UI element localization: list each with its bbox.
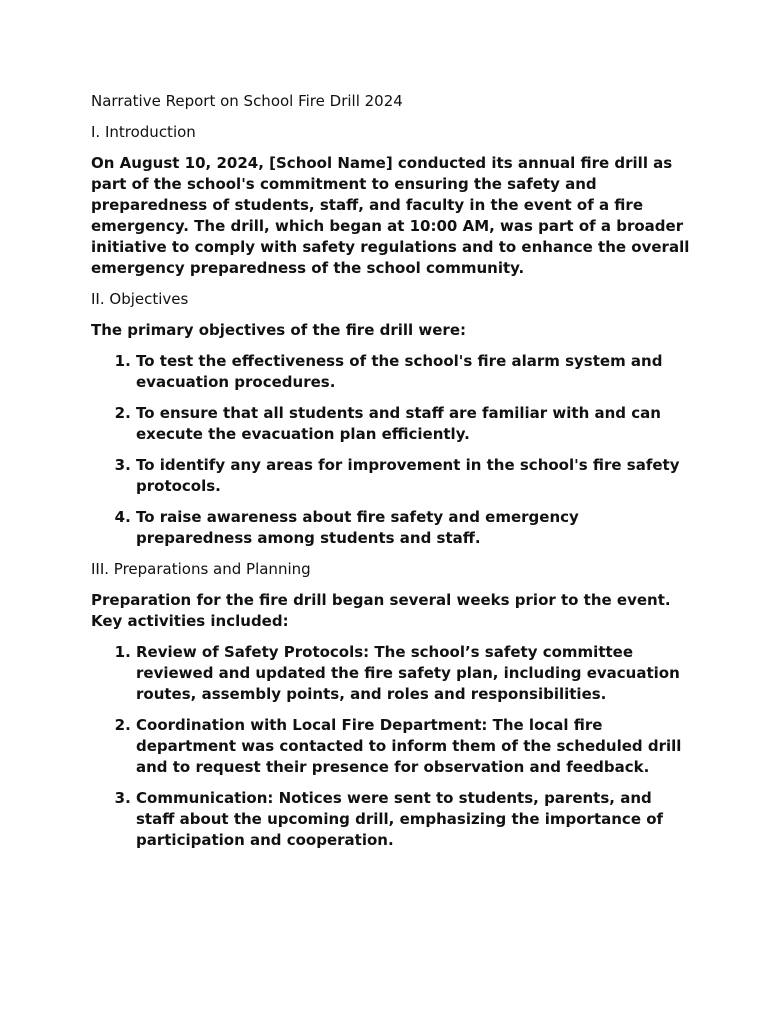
list-item: 2. To ensure that all students and staff are familiar with and can execute the evacuation plan efficiently. <box>136 403 691 445</box>
objectives-intro: The primary objectives of the fire drill were: <box>91 321 466 339</box>
section-heading-introduction: I. Introduction <box>91 123 196 141</box>
preparations-intro: Preparation for the fire drill began several weeks prior to the event. Key activities included: <box>91 591 671 630</box>
list-item: 2. Coordination with Local Fire Department: The local fire department was contacted to inform them of the scheduled drill and to request their presence for observation and feedback. <box>136 715 691 778</box>
list-item: 4. To raise awareness about fire safety and emergency preparedness among students and staff. <box>136 507 691 549</box>
section-heading-objectives: II. Objectives <box>91 290 189 308</box>
list-item: 1. Review of Safety Protocols: The school’s safety committee reviewed and updated the fire safety plan, including evacuation routes, assembly points, and roles and responsibilities. <box>136 642 691 705</box>
objectives-list <box>91 351 691 549</box>
list-item: 3. Communication: Notices were sent to students, parents, and staff about the upcoming drill, emphasizing the importance of participation and cooperation. <box>136 788 691 851</box>
list-item: 3. To identify any areas for improvement in the school's fire safety protocols. <box>136 455 691 497</box>
preparations-list <box>91 642 691 851</box>
document-body <box>91 91 691 851</box>
document-title: Narrative Report on School Fire Drill 2024 <box>91 92 403 110</box>
list-item: 1. To test the effectiveness of the school's fire alarm system and evacuation procedures. <box>136 351 691 393</box>
introduction-paragraph: On August 10, 2024, [School Name] conducted its annual fire drill as part of the school's commitment to ensuring the safety and preparedness of students, staff, and faculty in the event of a fire emergency. The drill, which began at 10:00 AM, was part of a broader initiative to comply with safety regulations and to enhance the overall emergency preparedness of the school community. <box>91 154 690 277</box>
section-heading-preparations: III. Preparations and Planning <box>91 560 311 578</box>
